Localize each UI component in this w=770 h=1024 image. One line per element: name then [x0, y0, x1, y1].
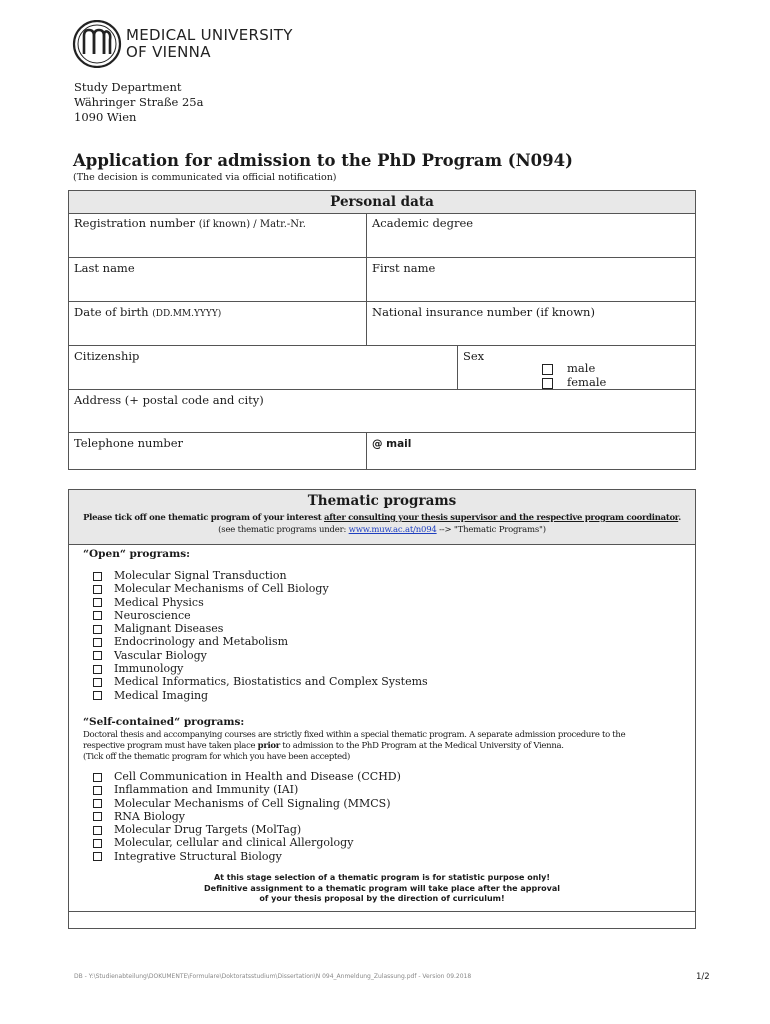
statement-line: Definitive assignment to a thematic program will take place after the approval [204, 883, 560, 893]
last-name-field[interactable] [69, 257, 366, 302]
email-label: @ mail [372, 438, 412, 450]
citizenship-field[interactable] [69, 345, 457, 390]
note-pre: respective program must have taken place [83, 741, 258, 751]
male-checkbox[interactable] [542, 364, 553, 375]
page-subtitle: (The decision is communicated via official notification) [73, 172, 337, 183]
program-label: Medical Informatics, Biostatistics and Complex Systems [114, 675, 428, 689]
sex-option-male[interactable] [542, 361, 606, 375]
telephone-label: Telephone number [74, 436, 184, 450]
thematic-header [69, 490, 695, 545]
first-name-field[interactable] [366, 257, 695, 302]
logo-line1: MEDICAL UNIVERSITY [126, 26, 293, 44]
program-item[interactable] [93, 596, 428, 609]
program-label: Medical Imaging [114, 688, 209, 702]
address-label: Address (+ postal code and city) [74, 393, 264, 407]
thematic-see-programs [69, 525, 695, 535]
program-item[interactable] [93, 582, 428, 595]
program-label: Medical Physics [114, 595, 204, 609]
dob-format: (DD.MM.YYYY) [152, 309, 222, 319]
note-bold: prior [257, 741, 280, 751]
program-label: Immunology [114, 662, 184, 676]
thematic-title: Thematic programs [307, 493, 457, 509]
program-checkbox[interactable] [93, 812, 102, 821]
program-checkbox[interactable] [93, 852, 102, 861]
program-checkbox[interactable] [93, 839, 102, 848]
program-checkbox[interactable] [93, 611, 102, 620]
program-checkbox[interactable] [93, 665, 102, 674]
note-line: Doctoral thesis and accompanying courses are strictly fixed within a special thematic program. A separate admission procedure to the [83, 730, 626, 740]
program-checkbox[interactable] [93, 786, 102, 795]
footer-path: DB - Y:\Studienabteilung\DOKUMENTE\Formulare\Doktoratsstudium\Dissertation\N 094_Anmeldung_Zulassung.pdf - Version 09.2018 [74, 973, 472, 980]
program-checkbox[interactable] [93, 799, 102, 808]
thematic-programs-table [68, 489, 696, 929]
program-checkbox[interactable] [93, 638, 102, 647]
citizenship-label: Citizenship [74, 349, 140, 363]
program-checkbox[interactable] [93, 585, 102, 594]
open-programs-list [93, 569, 428, 702]
national-insurance-label: National insurance number (if known) [372, 305, 595, 319]
personal-data-header: Personal data [69, 191, 695, 214]
program-label: Neuroscience [114, 608, 191, 622]
program-label: Molecular Signal Transduction [114, 569, 287, 582]
program-item[interactable] [93, 770, 401, 783]
note-line: (Tick off the thematic program for which you have been accepted) [83, 752, 350, 762]
program-label: Integrative Structural Biology [114, 849, 282, 863]
sex-field [457, 345, 695, 390]
first-name-label: First name [372, 261, 436, 275]
program-item[interactable] [93, 823, 401, 836]
program-label: RNA Biology [114, 809, 185, 823]
female-checkbox[interactable] [542, 378, 553, 389]
personal-data-table [68, 190, 696, 470]
program-item[interactable] [93, 609, 428, 622]
university-logo [72, 20, 122, 68]
self-contained-title: “Self-contained“ programs: [83, 716, 245, 728]
last-name-label: Last name [74, 261, 135, 275]
program-item[interactable] [93, 689, 428, 702]
program-checkbox[interactable] [93, 691, 102, 700]
table-divider [69, 911, 695, 912]
program-item[interactable] [93, 635, 428, 648]
logo-text [126, 27, 293, 61]
program-checkbox[interactable] [93, 625, 102, 634]
registration-suffix: (if known) / Matr.-Nr. [198, 219, 306, 230]
self-contained-note [83, 730, 683, 763]
academic-degree-label: Academic degree [372, 216, 474, 230]
email-field[interactable] [366, 432, 695, 469]
address-line: Study Department [74, 80, 182, 94]
program-item[interactable] [93, 810, 401, 823]
program-label: Cell Communication in Health and Disease (CCHD) [114, 770, 401, 783]
page-number: 1/2 [696, 972, 710, 982]
program-item[interactable] [93, 783, 401, 796]
sex-label: Sex [463, 349, 485, 363]
program-label: Vascular Biology [114, 648, 207, 662]
address-field[interactable] [69, 389, 695, 433]
statistic-statement [69, 873, 695, 905]
department-address [74, 80, 203, 125]
program-label: Malignant Diseases [114, 622, 224, 636]
open-programs-title: “Open“ programs: [83, 548, 190, 560]
program-label: Molecular, cellular and clinical Allergology [114, 836, 354, 850]
program-checkbox[interactable] [93, 678, 102, 687]
program-item[interactable] [93, 836, 401, 849]
academic-degree-field[interactable] [366, 213, 695, 260]
program-checkbox[interactable] [93, 651, 102, 660]
program-item[interactable] [93, 569, 428, 582]
address-line: Währinger Straße 25a [74, 95, 204, 109]
logo-line2: OF VIENNA [126, 43, 211, 61]
date-of-birth-field[interactable] [69, 301, 366, 346]
program-item[interactable] [93, 850, 401, 863]
program-item[interactable] [93, 797, 401, 810]
program-label: Inflammation and Immunity (IAI) [114, 783, 299, 797]
program-item[interactable] [93, 622, 428, 635]
male-label: male [567, 361, 596, 375]
program-item[interactable] [93, 649, 428, 662]
program-item[interactable] [93, 662, 428, 675]
note-line [83, 741, 683, 752]
national-insurance-field[interactable] [366, 301, 695, 346]
self-contained-list [93, 770, 401, 863]
page-title: Application for admission to the PhD Program (N094) [73, 151, 573, 170]
statement-line: of your thesis proposal by the direction of curriculum! [259, 894, 505, 903]
note-post: to admission to the PhD Program at the Medical University of Vienna. [279, 741, 564, 751]
instruction-pre: Please tick off one thematic program of your interest [83, 513, 325, 523]
program-checkbox[interactable] [93, 773, 102, 782]
address-line: 1090 Wien [74, 110, 137, 124]
program-label: Endocrinology and Metabolism [114, 635, 289, 649]
program-checkbox[interactable] [93, 826, 102, 835]
program-label: Molecular Drug Targets (MolTag) [114, 823, 302, 837]
programs-link[interactable]: www.muw.ac.at/n094 [348, 525, 437, 535]
instruction-underlined: after consulting your thesis supervisor and the respective program coordinator [324, 513, 679, 523]
program-checkbox[interactable] [93, 572, 102, 581]
see-pre: (see thematic programs under: [218, 525, 349, 535]
registration-label: Registration number [74, 216, 196, 230]
instruction-post: . [678, 513, 681, 523]
female-label: female [567, 375, 607, 389]
thematic-instruction [69, 513, 695, 523]
program-label: Molecular Mechanisms of Cell Biology [114, 582, 329, 596]
program-label: Molecular Mechanisms of Cell Signaling (MMCS) [114, 796, 391, 810]
sex-option-female[interactable] [542, 375, 606, 389]
program-item[interactable] [93, 675, 428, 688]
telephone-field[interactable] [69, 432, 366, 469]
see-post: --> "Thematic Programs") [436, 525, 546, 535]
program-checkbox[interactable] [93, 598, 102, 607]
registration-number-field[interactable] [69, 213, 366, 260]
dob-label: Date of birth [74, 305, 149, 319]
statement-line: At this stage selection of a thematic program is for statistic purpose only! [213, 873, 550, 882]
